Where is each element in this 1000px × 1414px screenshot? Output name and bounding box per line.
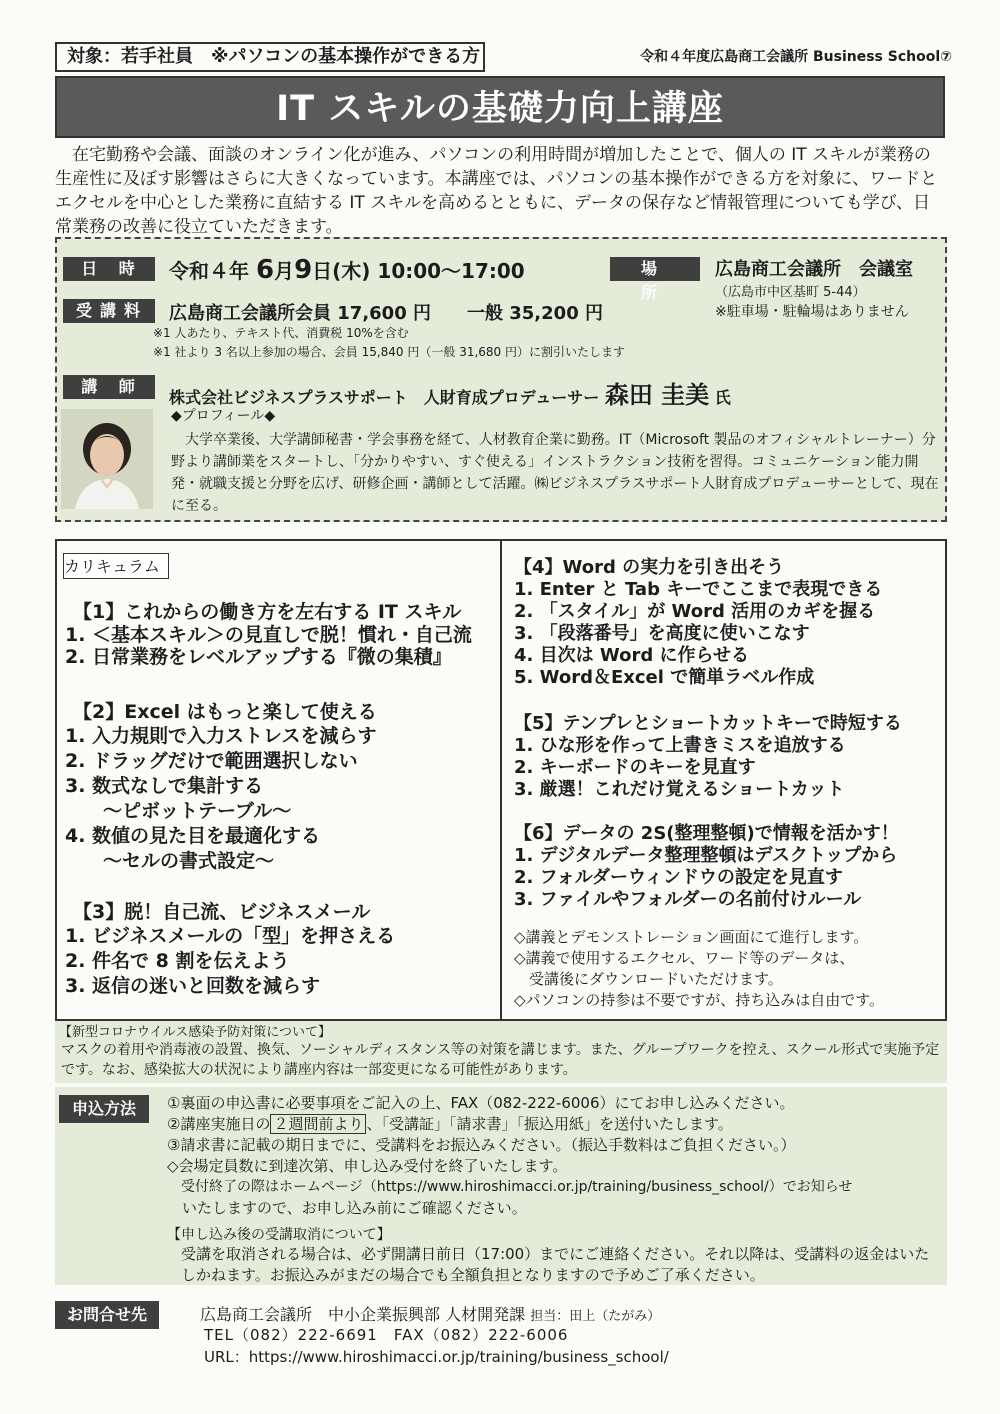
section-heading: 【6】データの 2S(整理整頓)で情報を活かす！ bbox=[514, 823, 899, 844]
lecturer-photo bbox=[61, 409, 153, 509]
section-3 bbox=[65, 897, 396, 999]
apply-instructions bbox=[167, 1093, 947, 1219]
list-item: 4. 目次は Word に作らせる bbox=[514, 645, 749, 666]
apply-line-6: いたしますので、お申し込み前にご確認ください。 bbox=[167, 1199, 527, 1217]
list-item: 2. 件名で 8 割を伝えよう bbox=[65, 950, 290, 972]
application-box bbox=[55, 1087, 947, 1285]
section-heading: 【4】Word の実力を引き出そう bbox=[514, 557, 785, 578]
section-5 bbox=[514, 709, 902, 801]
profile-body: 大学卒業後、大学講師秘書・学会事務を経て、人材教育企業に勤務。IT（Microsoft 製品のオフィシャルトレーナー）分野より講師業をスタートし、「分かりやすい、すぐ使える」インストラクション技術を習得。コミュニケーション能力開発・就職支援と分野を広げ、研修企画・講師として活躍。㈱ビジネスプラスサポート人財育成プロデューサーとして、現在に至る。 bbox=[171, 432, 939, 514]
lecturer-org: 株式会社ビジネスプラスサポート 人財育成プロデューサー bbox=[169, 388, 600, 407]
apply-line-1: ①裏面の申込書に必要事項をご記入の上、FAX（082-222-6006）にてお申し込みください。 bbox=[167, 1094, 795, 1112]
apply-line-4: ◇会場定員数に到達次第、申し込み受付を終了いたします。 bbox=[167, 1157, 568, 1175]
apply-line-3: ③請求書に記載の期日までに、受講料をお振込みください。（振込手数料はご負担ください。） bbox=[167, 1136, 796, 1154]
intro-text: 在宅勤務や会議、面談のオンライン化が進み、パソコンの利用時間が増加したことで、個人の IT スキルが業務の生産性に及ぼす影響はさらに大きくなっています。本講座では、パソコンの基本操作ができる方を対象に、ワードとエクセルを中心とした業務に直結する IT スキルを高めるとともに、データの保存など情報管理についても学び、日常業務の改善に役立ていただきます。 bbox=[55, 145, 938, 237]
profile-heading: ◆プロフィール◆ bbox=[171, 408, 276, 424]
list-item: 2. ドラッグだけで範囲選択しない bbox=[65, 750, 358, 772]
section-4 bbox=[514, 553, 882, 689]
list-item: 3. 「段落番号」を高度に使いこなす bbox=[514, 623, 810, 644]
date-mid: 月 bbox=[274, 259, 295, 283]
note-line: 受講後にダウンロードいただけます。 bbox=[514, 970, 783, 988]
contact-url[interactable]: URL：https://www.hiroshimacci.or.jp/training/business_school/ bbox=[204, 1348, 669, 1366]
lecturer-suffix: 氏 bbox=[714, 388, 731, 407]
page-title: IT スキルの基礎力向上講座 bbox=[55, 76, 945, 138]
date-post: 日(木) 10:00～17:00 bbox=[312, 259, 525, 283]
lecturer-name: 森田 圭美 bbox=[604, 381, 710, 409]
contact-org bbox=[200, 1302, 660, 1325]
note-line: ◇講義で使用するエクセル、ワード等のデータは、 bbox=[514, 949, 855, 967]
section-2 bbox=[65, 697, 377, 874]
series-label: 令和４年度広島商工会議所 Business School⑦ bbox=[640, 49, 952, 65]
contact-phone: TEL（082）222-6691 FAX（082）222-6006 bbox=[204, 1326, 569, 1344]
place-label: 場 所 bbox=[610, 257, 700, 281]
section-1 bbox=[65, 597, 472, 668]
fee-note-2: ※1 社より 3 名以上参加の場合、会員 15,840 円（一般 31,680 円）に割引いたします bbox=[153, 345, 626, 359]
list-item: 1. ビジネスメールの「型」を押さえる bbox=[65, 925, 396, 947]
list-item: ～ピボットテーブル～ bbox=[65, 800, 292, 822]
list-item: 1. Enter と Tab キーでここまで表現できる bbox=[514, 579, 883, 600]
list-item: 3. 返信の迷いと回数を減らす bbox=[65, 975, 321, 997]
date-label: 日 時 bbox=[63, 257, 155, 281]
apply-line-2-pre: ②講座実施日の bbox=[167, 1115, 271, 1133]
section-heading: 【3】脱！自己流、ビジネスメール bbox=[73, 901, 371, 923]
list-item: 1. ひな形を作って上書きミスを追放する bbox=[514, 735, 846, 756]
list-item: 2. キーボードのキーを見直す bbox=[514, 757, 756, 778]
covid-notice bbox=[55, 1021, 947, 1083]
fee-label: 受講料 bbox=[63, 299, 155, 323]
date-pre: 令和４年 bbox=[169, 259, 249, 283]
date-text bbox=[169, 255, 525, 285]
list-item: 3. 数式なしで集計する bbox=[65, 775, 264, 797]
place-name: 広島商工会議所 会議室 bbox=[715, 259, 913, 280]
fee-text: 広島商工会議所会員 17,600 円 一般 35,200 円 bbox=[169, 303, 603, 324]
place-note: ※駐車場・駐輪場はありません bbox=[715, 304, 909, 320]
contact-label: お問合せ先 bbox=[55, 1301, 159, 1329]
cancel-heading: 【申し込み後の受講取消について】 bbox=[167, 1227, 391, 1243]
list-item: ～セルの書式設定～ bbox=[65, 850, 275, 872]
apply-line-2-box: ２週間前より bbox=[270, 1114, 366, 1134]
list-item: 1. ＜基本スキル＞の見直しで脱！慣れ・自己流 bbox=[65, 624, 472, 646]
lecturer-label: 講 師 bbox=[63, 375, 155, 399]
info-box bbox=[55, 237, 947, 522]
list-item: 2. 日常業務をレベルアップする『微の集積』 bbox=[65, 646, 452, 668]
curriculum-left bbox=[55, 539, 502, 1021]
note-line: ◇講義とデモンストレーション画面にて進行します。 bbox=[514, 928, 869, 946]
list-item: 5. Word＆Excel で簡単ラベル作成 bbox=[514, 667, 815, 688]
note-line: ◇パソコンの持参は不要ですが、持ち込みは自由です。 bbox=[514, 991, 885, 1009]
fee-note-1: ※1 人あたり、テキスト代、消費税 10%を含む bbox=[153, 326, 409, 340]
curriculum-notes bbox=[514, 927, 884, 1011]
contact-org-name: 広島商工会議所 中小企業振興部 人材開発課 bbox=[200, 1305, 526, 1324]
place-address: （広島市中区基町 5-44） bbox=[715, 285, 866, 300]
section-heading: 【1】これからの働き方を左右する IT スキル bbox=[73, 601, 462, 623]
section-heading: 【2】Excel はもっと楽して使える bbox=[73, 701, 377, 723]
list-item: 3. 厳選！これだけ覚えるショートカット bbox=[514, 779, 845, 800]
section-6 bbox=[514, 819, 899, 911]
list-item: 1. 入力規則で入力ストレスを減らす bbox=[65, 725, 377, 747]
list-item: 2. フォルダーウィンドウの設定を見直す bbox=[514, 867, 843, 888]
date-month: 6 bbox=[255, 255, 275, 285]
curriculum-right bbox=[502, 539, 947, 1021]
audience-box: 対象：若手社員 ※パソコンの基本操作ができる方 bbox=[55, 42, 485, 72]
apply-line-2-post: 、「受講証」「請求書」「振込用紙」を送付いたします。 bbox=[366, 1115, 733, 1133]
apply-line-2 bbox=[167, 1114, 947, 1135]
contact-person: 担当：田上（たがみ） bbox=[530, 1309, 661, 1324]
apply-label: 申込方法 bbox=[59, 1095, 149, 1123]
list-item: 4. 数値の見た目を最適化する bbox=[65, 825, 321, 847]
list-item: 3. ファイルやフォルダーの名前付けルール bbox=[514, 889, 862, 910]
date-day: 9 bbox=[294, 255, 313, 285]
list-item: 1. デジタルデータ整理整頓はデスクトップから bbox=[514, 845, 898, 866]
curriculum-label: カリキュラム bbox=[63, 553, 169, 579]
section-heading: 【5】テンプレとショートカットキーで時短する bbox=[514, 713, 902, 734]
list-item: 2. 「スタイル」が Word 活用のカギを握る bbox=[514, 601, 876, 622]
covid-heading: 【新型コロナウイルス感染予防対策について】 bbox=[59, 1025, 331, 1040]
covid-body: マスクの着用や消毒液の設置、換気、ソーシャルディスタンス等の対策を講じます。また、グループワークを控え、スクール形式で実施予定です。なお、感染拡大の状況により講座内容は一部変更になる可能性があります。 bbox=[61, 1042, 940, 1078]
apply-line-5: 受付終了の際はホームページ（https://www.hiroshimacci.or.jp/training/business_school/）でお知らせ bbox=[167, 1179, 853, 1195]
cancel-body: 受講を取消される場合は、必ず開講日前日（17:00）までにご連絡ください。それ以降は、受講料の返金はいたしかねます。お振込みがまだの場合でも全額負担となりますので予めご了承ください。 bbox=[181, 1245, 930, 1284]
